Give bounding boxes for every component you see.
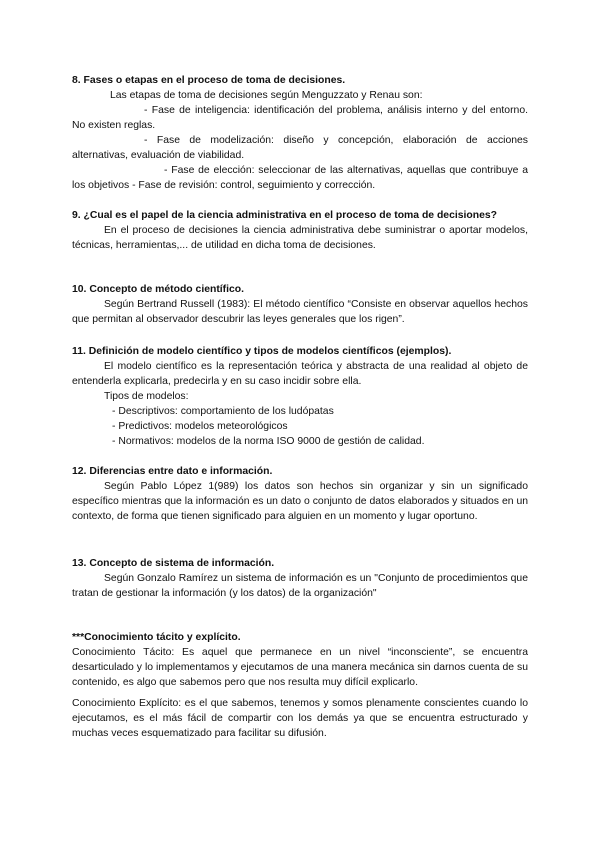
section-11-types-label: Tipos de modelos: xyxy=(104,391,189,402)
section-11-title: 11. Definición de modelo científico y tipos de modelos científicos (ejemplos). xyxy=(72,346,452,357)
section-12-body: Según Pablo López 1(989) los datos son hechos sin organizar y sin un significado específico mientras que la información es un dato o conjunto de datos elaborados y situados en un contexto, de forma que tienen significado para alguien en un momento y lugar oportuno. xyxy=(72,481,528,522)
section-9-title: 9. ¿Cual es el papel de la ciencia administrativa en el proceso de toma de decisiones? xyxy=(72,210,498,221)
section-9 xyxy=(72,208,528,253)
section-12 xyxy=(72,464,528,524)
section-8-intro: Las etapas de toma de decisiones según Menguzzato y Renau son: xyxy=(110,90,423,101)
section-11 xyxy=(72,344,528,449)
section-8-item-3: - Fase de elección: seleccionar de las alternativas, aquellas que contribuye a los objetivos - Fase de revisión: control, seguimiento y corrección. xyxy=(72,165,528,191)
conocimiento-title: ***Conocimiento tácito y explícito. xyxy=(72,632,241,643)
section-11-type-1: - Descriptivos: comportamiento de los ludópatas xyxy=(112,406,334,417)
section-11-body: El modelo científico es la representación teórica y abstracta de una realidad al objeto de entenderla explicarla, predecirla y en su caso incidir sobre ella. xyxy=(72,361,528,387)
conocimiento-tacito: Conocimiento Tácito: Es aquel que permanece en un nivel “inconsciente”, se encuentra desarticulado y lo implementamos y ejecutamos de una manera mecánica sin darnos cuenta de su contenido, es algo que sabemos pero que nos resulta muy difícil explicarlo. xyxy=(72,647,528,688)
section-8-title: 8. Fases o etapas en el proceso de toma de decisiones. xyxy=(72,75,346,86)
section-10 xyxy=(72,282,528,327)
section-8 xyxy=(72,73,528,193)
section-9-body: En el proceso de decisiones la ciencia administrativa debe suministrar o aportar modelos, técnicas, herramientas,... de utilidad en dicha toma de decisiones. xyxy=(72,225,528,251)
section-10-title: 10. Concepto de método científico. xyxy=(72,284,245,295)
section-conocimiento xyxy=(72,630,528,741)
section-8-item-1: - Fase de inteligencia: identificación del problema, análisis interno y del entorno. No existen reglas. xyxy=(72,105,528,131)
section-11-type-2: - Predictivos: modelos meteorológicos xyxy=(112,421,288,432)
section-10-body: Según Bertrand Russell (1983): El método científico “Consiste en observar aquellos hechos que permitan al observador descubrir las leyes generales que los rigen”. xyxy=(72,299,528,325)
section-11-type-3: - Normativos: modelos de la norma ISO 9000 de gestión de calidad. xyxy=(112,436,425,447)
section-8-item-2: - Fase de modelización: diseño y concepción, elaboración de acciones alternativas, evaluación de viabilidad. xyxy=(72,135,528,161)
conocimiento-explicito: Conocimiento Explícito: es el que sabemos, tenemos y somos plenamente conscientes cuando lo ejecutamos, es el más fácil de compartir con los demás ya que se encuentra estructurado y muchas veces esquematizado para facilitar su difusión. xyxy=(72,698,528,739)
section-13 xyxy=(72,556,528,601)
section-12-title: 12. Diferencias entre dato e información. xyxy=(72,466,273,477)
section-13-body: Según Gonzalo Ramírez un sistema de información es un "Conjunto de procedimientos que tratan de gestionar la información (y los datos) de la organización" xyxy=(72,573,528,599)
section-13-title: 13. Concepto de sistema de información. xyxy=(72,558,275,569)
